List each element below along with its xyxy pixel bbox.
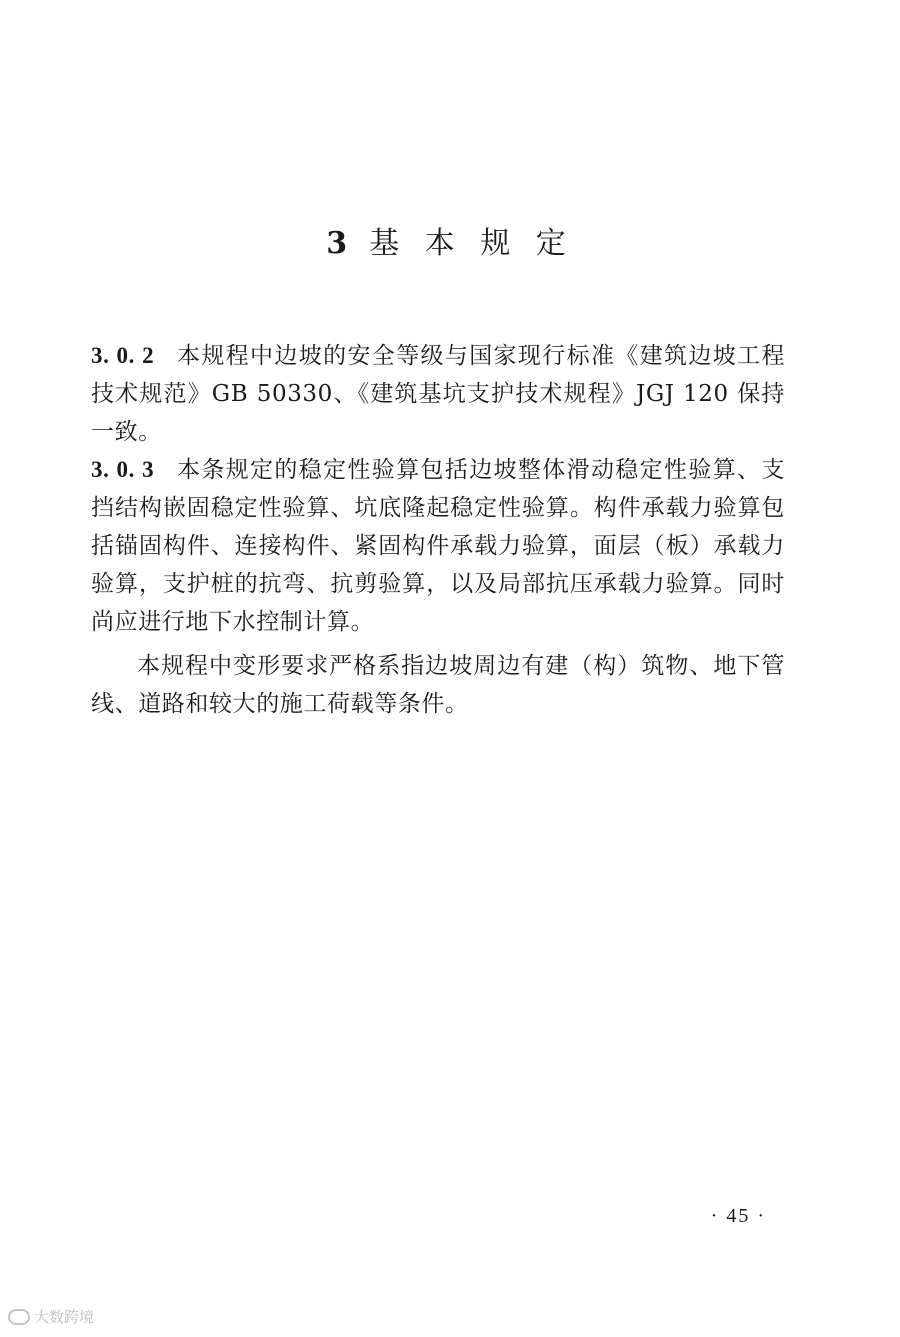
clause-number: 3. 0. 3 <box>91 457 155 482</box>
watermark <box>8 1306 94 1327</box>
watermark-text: 大数跨境 <box>34 1308 95 1326</box>
page-number: · 45 · <box>710 1205 766 1227</box>
watermark-logo-icon <box>8 1309 30 1325</box>
chapter-number: 3 <box>326 226 356 261</box>
chapter-title <box>0 222 900 266</box>
paragraph-deformation: 本规程中变形要求严格系指边坡周边有建（构）筑物、地下管线、道路和较大的施工荷载等条件。 <box>91 653 785 717</box>
clause-text: 本规程中边坡的安全等级与国家现行标准《建筑边坡工程技术规范》GB 50330、《建筑基坑支护技术规程》JGJ 120 保持一致。 <box>91 343 786 445</box>
chapter-title-text: 基 本 规 定 <box>369 226 574 261</box>
clause-3-0-3 <box>91 451 785 641</box>
clause-3-0-2 <box>91 337 785 451</box>
body-text <box>91 337 785 723</box>
clause-text: 本条规定的稳定性验算包括边坡整体滑动稳定性验算、支挡结构嵌固稳定性验算、坑底隆起稳定性验算。构件承载力验算包括锚固构件、连接构件、紧固构件承载力验算，面层（板）承载力验算，支护桩的抗弯、抗剪验算，以及局部抗压承载力验算。同时尚应进行地下水控制计算。 <box>91 457 786 635</box>
clause-number: 3. 0. 2 <box>91 343 155 368</box>
